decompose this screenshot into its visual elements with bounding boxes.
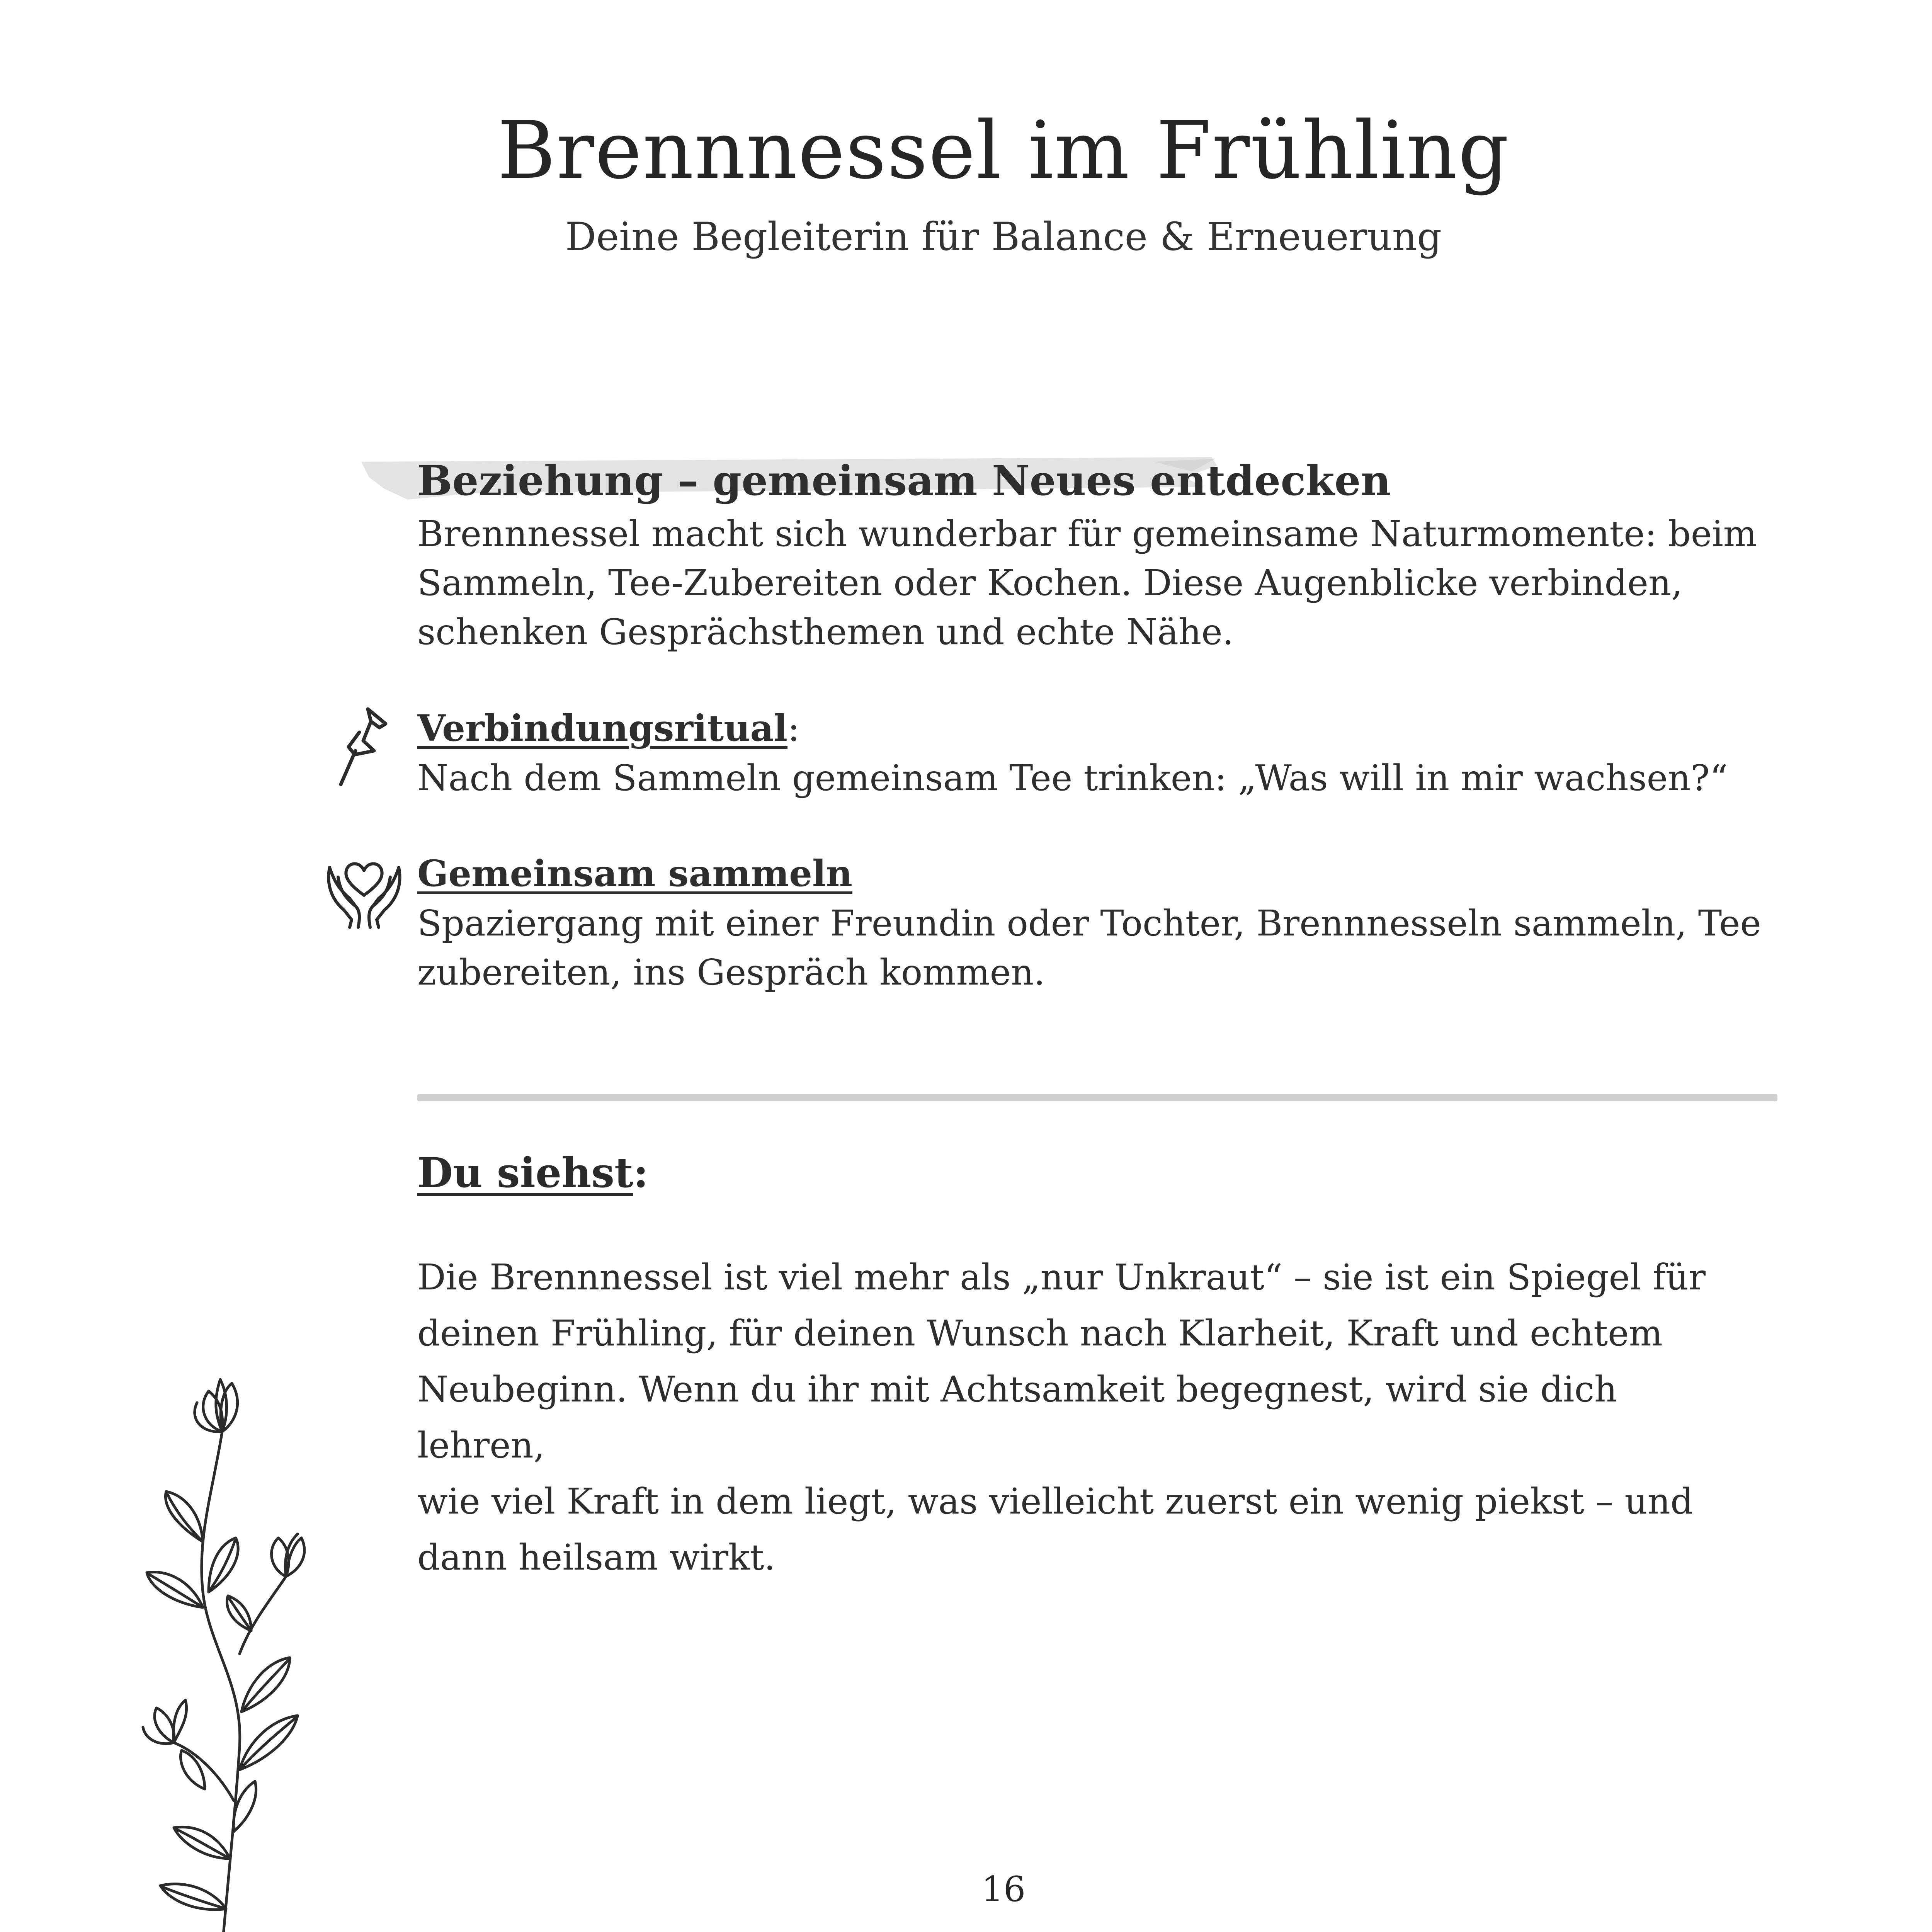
section-divider — [417, 1094, 1777, 1101]
page-number: 16 — [981, 1869, 1026, 1910]
item-line: zubereiten, ins Gespräch kommen. — [417, 952, 1045, 993]
botanical-branch-illustration — [70, 1376, 348, 1932]
item-title-gemeinsam-sammeln: Gemeinsam sammeln — [417, 852, 853, 895]
intro-line: schenken Gesprächsthemen und echte Nähe. — [417, 611, 1234, 653]
heart-hands-icon — [323, 852, 406, 929]
conclusion-line: wie viel Kraft in dem liegt, was vielleicht zuerst ein wenig piekst – und — [417, 1481, 1693, 1522]
item-line: Spaziergang mit einer Freundin oder Tochter, Brennnesseln sammeln, Tee — [417, 903, 1761, 944]
page-title: Brennnessel im Frühling — [497, 105, 1510, 197]
conclusion-line: dann heilsam wirkt. — [417, 1537, 776, 1578]
conclusion-line: Die Brennnessel ist viel mehr als „nur Unkraut“ – sie ist ein Spiegel für — [417, 1257, 1706, 1298]
intro-line: Sammeln, Tee-Zubereiten oder Kochen. Diese Augenblicke verbinden, — [417, 562, 1683, 604]
item-text-verbindungsritual — [417, 753, 1793, 803]
conclusion-heading: Du siehst: — [417, 1148, 649, 1197]
conclusion-line: deinen Frühling, für deinen Wunsch nach Klarheit, Kraft und echtem — [417, 1313, 1663, 1354]
item-title-verbindungsritual: Verbindungsritual: — [417, 707, 800, 750]
section-heading: Beziehung – gemeinsam Neues entdecken — [417, 457, 1391, 505]
page-subtitle: Deine Begleiterin für Balance & Erneuerung — [565, 214, 1442, 259]
item-text-gemeinsam-sammeln — [417, 899, 1793, 997]
intro-line: Brennnessel macht sich wunderbar für gemeinsame Naturmomente: beim — [417, 513, 1757, 554]
section-intro — [417, 509, 1793, 656]
pushpin-icon — [332, 705, 390, 790]
conclusion-line: Neubeginn. Wenn du ihr mit Achtsamkeit begegnest, wird sie dich lehren, — [417, 1369, 1617, 1466]
item-line: Nach dem Sammeln gemeinsam Tee trinken: „Was will in mir wachsen?“ — [417, 757, 1728, 799]
conclusion-text — [417, 1249, 1754, 1585]
